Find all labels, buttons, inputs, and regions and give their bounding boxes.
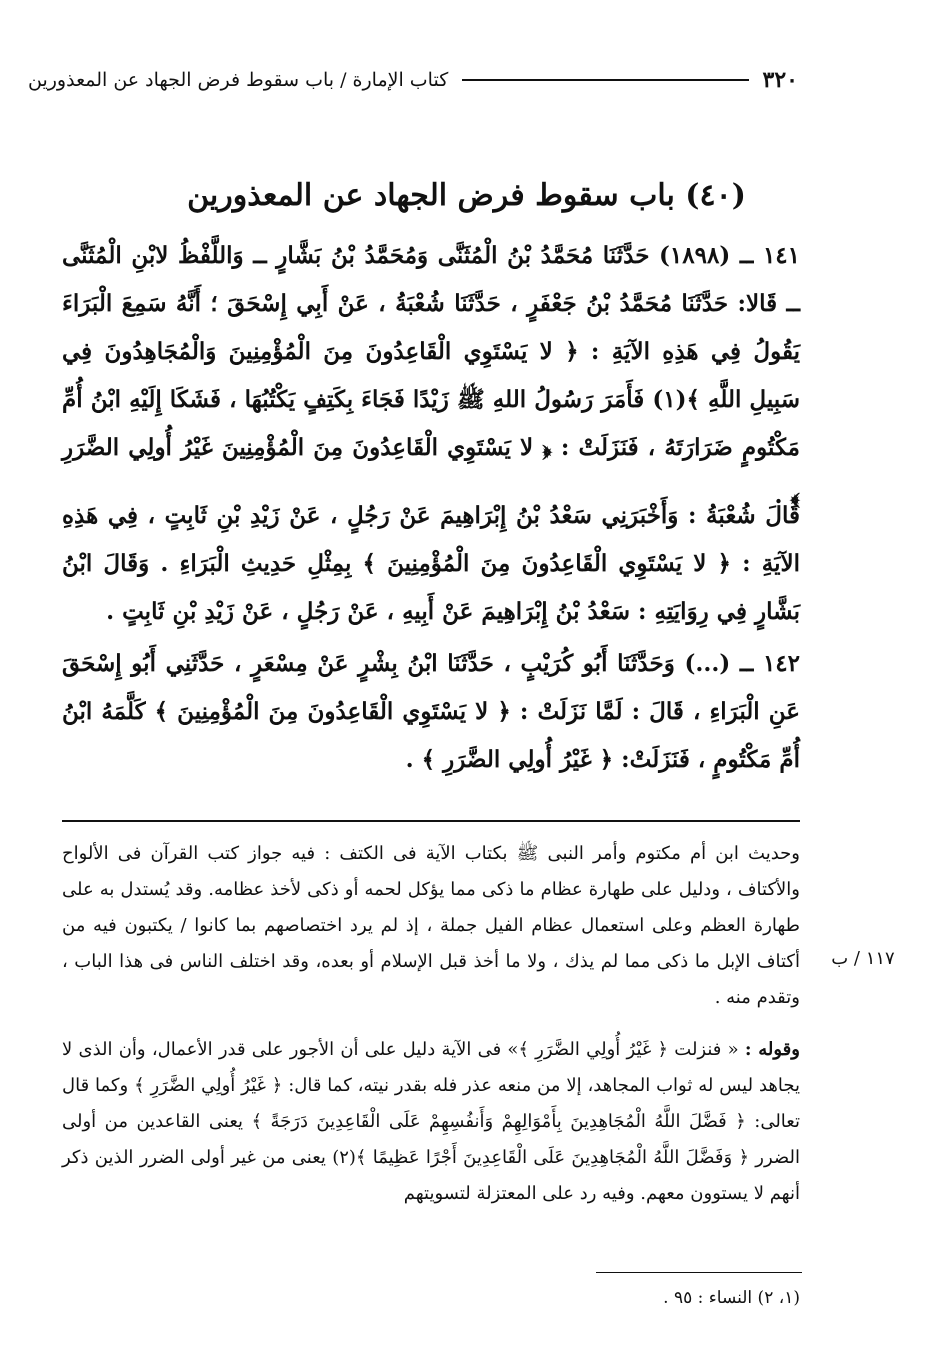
- manuscript-folio-marker: ١١٧ / ب: [831, 948, 895, 969]
- commentary-separator: [62, 820, 800, 822]
- running-title: كتاب الإمارة / باب سقوط فرض الجهاد عن المعذورين: [28, 69, 449, 91]
- footnote: (١، ٢) النساء : ٩٥ .: [663, 1288, 800, 1308]
- header-rule: [462, 79, 748, 81]
- hadith-141-text: ١٤١ ــ (١٨٩٨) حَدَّثَنَا مُحَمَّدُ بْنُ الْمُثَنَّى وَمُحَمَّدُ بْنُ بَشَّارٍ ــ وَاللَّفْظُ لابْنِ الْمُثَنَّى ــ قَالا: حَدَّثَنَا مُحَمَّدُ بْنُ جَعْفَرٍ ، حَدَّثَنَا شُعْبَةُ ، عَنْ أَبِي إِسْحَقَ ؛ أَنَّهُ سَمِعَ الْبَرَاءَ يَقُولُ فِي هَذِهِ الآيَةِ : ﴿ لا يَسْتَوِي الْقَاعِدُونَ مِنَ الْمُؤْمِنِينَ وَالْمُجَاهِدُونَ فِي سَبِيلِ اللَّهِ ﴾(١) فَأَمَرَ رَسُولُ اللهِ ﷺ زَيْدًا فَجَاءَ بِكَتِفٍ يَكْتُبُهَا ، فَشَكَا إِلَيْهِ ابْنُ أُمِّ مَكْتُومٍ ضَرَارَتَهُ ، فَنَزَلَتْ : ﴿ لا يَسْتَوِي الْقَاعِدُونَ مِنَ الْمُؤْمِنِينَ غَيْرُ أُولِي الضَّرَرِ ﴾ .: [62, 242, 800, 509]
- commentary-para-1-text: وحديث ابن أم مكتوم وأمر النبى ﷺ بكتاب الآية فى الكتف : فيه جواز كتب القرآن فى الألواح والأكتاف ، ودليل على طهارة عظام ما ذكى مما يؤكل لحمه أو ذكى لأخذ عظامه. وقد يُستدل به على طهارة العظم وعلى استعمال عظام الفيل جملة ، إذ لم يرد اختصاصهم بما كانوا / يكتبون فيه من أكتاف الإبل ما ذكى مما لم يذك ، ولا ما أخذ قبل الإسلام أو بعده، وقد اختلف الناس فى هذا الباب ، وتقدم منه .: [62, 843, 800, 1008]
- commentary-para-2-lead: وقوله :: [744, 1039, 800, 1060]
- commentary-para-2: [62, 1032, 800, 1212]
- hadith-141: [62, 232, 800, 520]
- running-header: [28, 62, 798, 98]
- hadith-142-text: ١٤٢ ــ (...) وَحَدَّثَنَا أَبُو كُرَيْبٍ ، حَدَّثَنَا ابْنُ بِشْرٍ عَنْ مِسْعَرٍ ، حَدَّثَنِي أَبُو إِسْحَقَ عَنِ الْبَرَاءِ ، قَالَ : لَمَّا نَزَلَتْ : ﴿ لا يَسْتَوِي الْقَاعِدُونَ مِنَ الْمُؤْمِنِينَ ﴾ كَلَّمَهُ ابْنُ أُمِّ مَكْتُومٍ ، فَنَزَلَتْ: ﴿ غَيْرُ أُولِي الضَّرَرِ ﴾ .: [62, 650, 800, 773]
- page-number: ٣٢٠: [762, 67, 798, 93]
- hadith-141-shuba: [62, 492, 800, 636]
- commentary-para-1: [62, 836, 800, 1016]
- commentary-para-2-text: « فنزلت ﴿ غَيْرُ أُولِي الضَّرَرِ ﴾» فى الآية دليل على أن الأجور على قدر الأعمال، وأن الذى لا يجاهد ليس له ثواب المجاهد، إلا من منعه عذر فله بقدر نيته، كما قال: ﴿ غَيْرُ أُولِي الضَّرَرِ ﴾ وكما قال تعالى: ﴿ فَضَّلَ اللَّهُ الْمُجَاهِدِينَ بِأَمْوَالِهِمْ وَأَنفُسِهِمْ عَلَى الْقَاعِدِينَ دَرَجَةً ﴾ يعنى القاعدين من أولى الضرر ﴿ وَفَضَّلَ اللَّهُ الْمُجَاهِدِينَ عَلَى الْقَاعِدِينَ أَجْرًا عَظِيمًا ﴾(٢) يعنى من غير أولى الضرر الذين ذكر أنهم لا يستوون معهم. وفيه رد على المعتزلة لتسويتهم: [62, 1039, 800, 1204]
- chapter-title: (٤٠) باب سقوط فرض الجهاد عن المعذورين: [187, 178, 746, 213]
- hadith-141-shuba-text: قَالَ شُعْبَةُ : وَأَخْبَرَنِي سَعْدُ بْنُ إِبْرَاهِيمَ عَنْ رَجُلٍ ، عَنْ زَيْدِ بْنِ ثَابِتٍ ، فِي هَذِهِ الآيَةِ : ﴿ لا يَسْتَوِي الْقَاعِدُونَ مِنَ الْمُؤْمِنِينَ ﴾ بِمِثْلِ حَدِيثِ الْبَرَاءِ . وَقَالَ ابْنُ بَشَّارٍ فِي رِوَايَتِهِ : سَعْدُ بْنُ إِبْرَاهِيمَ عَنْ أَبِيهِ ، عَنْ رَجُلٍ ، عَنْ زَيْدِ بْنِ ثَابِتٍ .: [62, 502, 800, 625]
- footnote-rule: [596, 1272, 802, 1273]
- hadith-142: [62, 640, 800, 784]
